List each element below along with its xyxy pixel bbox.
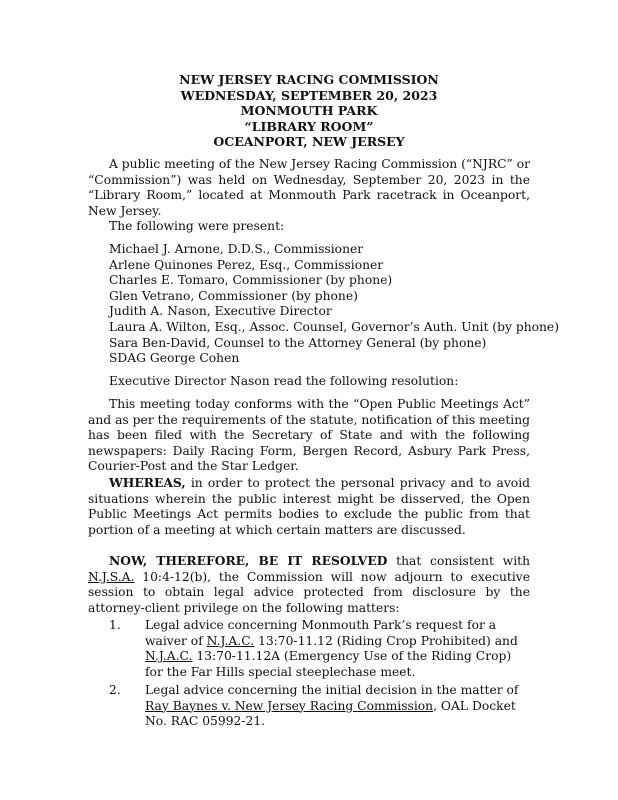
resolution-intro: Executive Director Nason read the following resolution: (109, 374, 459, 388)
item-number: 2. (109, 683, 121, 697)
case-name: Ray Baynes v. New Jersey Racing Commission (145, 698, 434, 713)
attendee-list (109, 242, 560, 367)
present-label: The following were present: (109, 219, 285, 233)
attendee-item: Judith A. Nason, Executive Director (109, 304, 332, 319)
statute-citation: N.J.S.A. (88, 569, 135, 584)
attendee-item: Arlene Quinones Perez, Esq., Commissioner (109, 257, 384, 272)
header-room: “LIBRARY ROOM” (244, 118, 374, 134)
header-date: WEDNESDAY, SEPTEMBER 20, 2023 (180, 87, 438, 103)
item-number: 1. (109, 618, 121, 632)
whereas-label: WHEREAS, (109, 475, 186, 490)
document-header (0, 72, 618, 150)
attendee-item: Michael J. Arnone, D.D.S., Commissioner (109, 242, 364, 256)
attendee-item: Sara Ben-David, Counsel to the Attorney General (by phone) (109, 335, 487, 350)
opma-paragraph: This meeting today conforms with the “Open Public Meetings Act” and as per the requirements of the statute, notification of this meeting has been filed with the Secretary of State and with the following newspapers: Daily Racing Form, Bergen Record, Asbury Park Press, Courier-Post and the Star Ledger. (88, 397, 530, 474)
whereas-paragraph (88, 475, 530, 538)
attendee-item: Glen Vetrano, Commissioner (by phone) (109, 288, 358, 303)
item-text-part: 13:70-11.12A (Emergency Use of the Riding Crop) for the Far Hills special steeplechase meet. (145, 649, 512, 679)
attendee-item: Charles E. Tomaro, Commissioner (by phone) (109, 273, 393, 288)
item-text-part: 13:70-11.12 (Riding Crop Prohibited) and (254, 633, 518, 648)
intro-paragraph: A public meeting of the New Jersey Racing Commission (“NJRC” or “Commission”) was held on Wednesday, September 20, 2023 in the “Library Room,” located at Monmouth Park racetrack in Oceanport, New Jersey. (88, 157, 530, 218)
item-text-part: , OAL Docket No. RAC 05992-21. (145, 698, 516, 729)
resolved-label: NOW, THEREFORE, BE IT RESOLVED (109, 553, 388, 568)
resolved-paragraph (88, 553, 530, 616)
regulation-citation: N.J.A.C. (145, 649, 193, 664)
item-text-part: Legal advice concerning Monmouth Park’s request for a waiver of (145, 618, 497, 648)
header-location: OCEANPORT, NEW JERSEY (213, 134, 405, 149)
item-text (145, 618, 530, 680)
whereas-text: in order to protect the personal privacy and to avoid situations wherein the public interest might be disserved, the Open Public Meetings Act permits bodies to exclude the public from that portion of a meeting at which certain matters are discussed. (88, 476, 530, 537)
resolved-text-1: that consistent with (387, 554, 530, 568)
header-venue: MONMOUTH PARK (240, 103, 378, 118)
resolved-text-2: 10:4-12(b), the Commission will now adjourn to executive session to obtain legal advice protected from disclosure by the attorney-client privilege on the following matters: (88, 569, 530, 615)
attendee-item: Laura A. Wilton, Esq., Assoc. Counsel, Governor’s Auth. Unit (by phone) (109, 319, 560, 334)
item-text-part: Legal advice concerning the initial decision in the matter of (145, 683, 519, 697)
attendee-item: SDAG George Cohen (109, 351, 240, 366)
regulation-citation: N.J.A.C. (206, 633, 255, 648)
item-text (145, 683, 530, 730)
header-title: NEW JERSEY RACING COMMISSION (179, 72, 439, 87)
